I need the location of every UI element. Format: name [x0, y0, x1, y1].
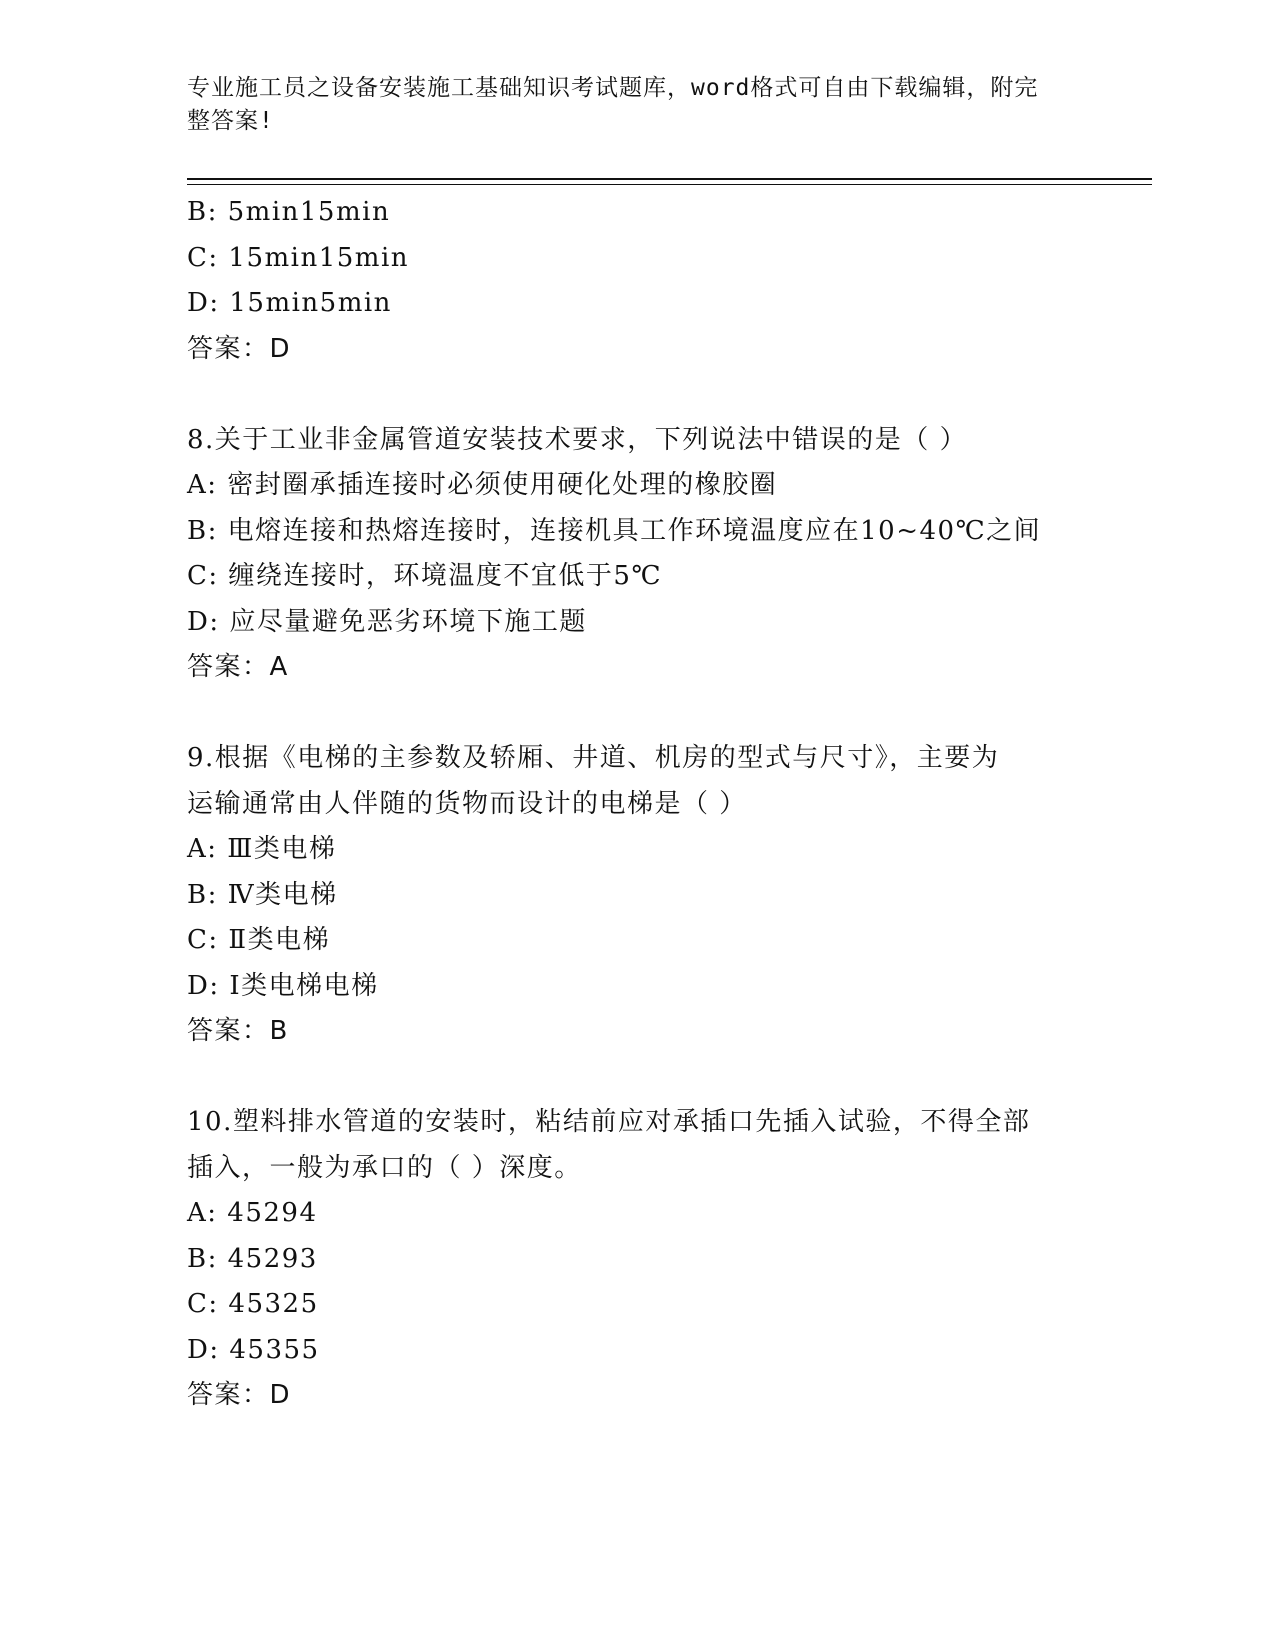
answer-line: 答案：D: [187, 1380, 292, 1410]
question-stem: 9.根据《电梯的主参数及轿厢、井道、机房的型式与尺寸》，主要为: [187, 743, 1000, 773]
option-b: B: 5min15min: [187, 197, 391, 227]
option-a: A: 45294: [187, 1198, 318, 1228]
option-b: B: 电熔连接和热熔连接时，连接机具工作环境温度应在10~40℃之间: [187, 515, 1042, 546]
question-stem-cont: 插入，一般为承口的（ ）深度。: [187, 1152, 582, 1183]
question-stem-cont: 运输通常由人伴随的货物而设计的电梯是（ ）: [187, 788, 747, 819]
option-b: B: Ⅳ类电梯: [187, 879, 338, 910]
option-c: C: 缠绕连接时，环境温度不宜低于5℃: [187, 561, 663, 591]
question-9: [187, 736, 1152, 1055]
option-d: D: 应尽量避免恶劣环境下施工题: [187, 606, 587, 637]
header-line-1: 专业施工员之设备安装施工基础知识考试题库，word格式可自由下载编辑，附完: [187, 75, 1039, 101]
header-line-2: 整答案!: [187, 108, 274, 134]
option-a: A: Ⅲ类电梯: [187, 834, 337, 864]
answer-line: 答案：B: [187, 1016, 289, 1046]
question-stem: 10.塑料排水管道的安装时，粘结前应对承插口先插入试验，不得全部: [187, 1107, 1031, 1137]
option-d: D: 45355: [187, 1334, 320, 1365]
option-c: C: Ⅱ类电梯: [187, 925, 331, 955]
question-7-tail: [187, 190, 1152, 372]
header-rule-thick: [187, 178, 1152, 180]
answer-line: 答案：D: [187, 333, 292, 364]
question-8: [187, 418, 1152, 691]
option-d: D: 15min5min: [187, 288, 392, 318]
option-d: D: Ⅰ类电梯电梯: [187, 970, 379, 1001]
option-c: C: 15min15min: [187, 242, 410, 273]
option-b: B: 45293: [187, 1243, 318, 1274]
document-header: [187, 72, 1067, 138]
question-stem: 8.关于工业非金属管道安装技术要求，下列说法中错误的是（ ）: [187, 424, 968, 455]
header-rule-thin: [187, 184, 1152, 185]
option-c: C: 45325: [187, 1289, 319, 1319]
answer-line: 答案：A: [187, 652, 289, 682]
spacer: [187, 1055, 1152, 1101]
spacer: [187, 691, 1152, 737]
option-a: A: 密封圈承插连接时必须使用硬化处理的橡胶圈: [187, 470, 778, 500]
question-content: [187, 190, 1152, 1419]
spacer: [187, 372, 1152, 418]
question-10: [187, 1100, 1152, 1419]
